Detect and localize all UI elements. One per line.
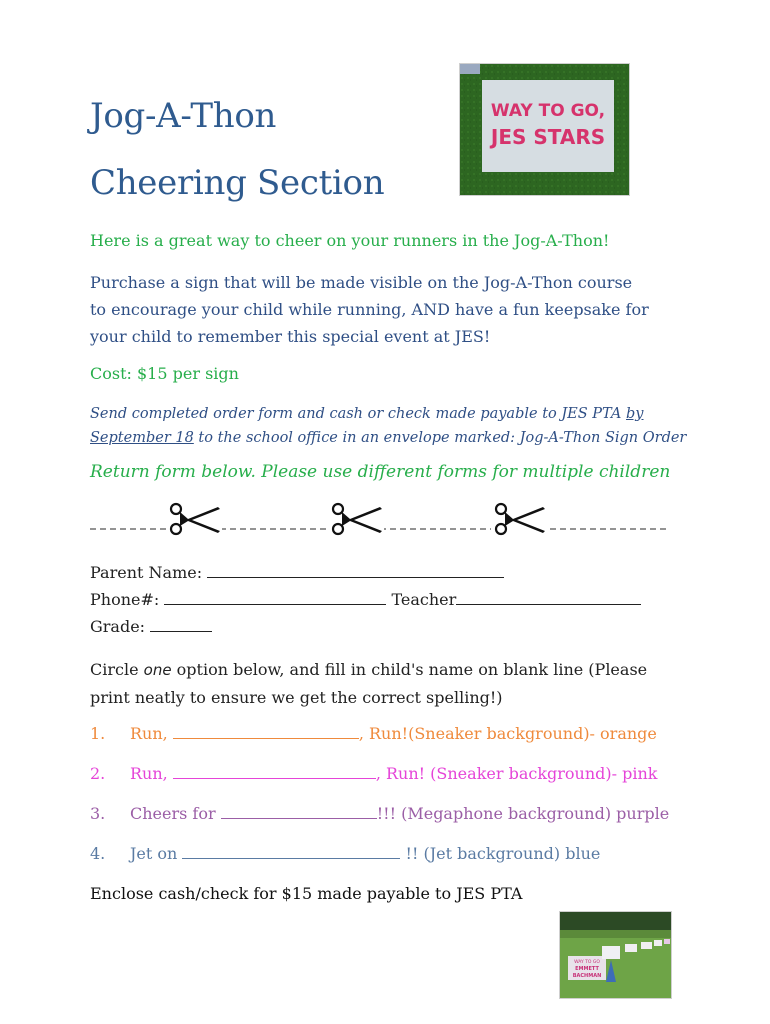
parent-name-label: Parent Name: bbox=[90, 563, 208, 582]
yard-sign-image bbox=[460, 64, 629, 195]
option-4[interactable] bbox=[90, 844, 600, 863]
instructions-text-line2: print neatly to ensure we get the correct spelling!) bbox=[90, 688, 503, 707]
instructions-emphasis: one bbox=[143, 661, 172, 679]
grade-label: Grade: bbox=[90, 617, 151, 636]
svg-text:WAY TO GO: WAY TO GO bbox=[574, 960, 600, 965]
page-title-line1: Jog-A-Thon bbox=[90, 96, 277, 136]
send-instructions bbox=[90, 402, 686, 450]
option-3[interactable] bbox=[90, 804, 669, 823]
option-text-after: !! (Jet background) blue bbox=[400, 844, 601, 863]
field-signs-photo bbox=[559, 911, 672, 999]
sign-text-line2: JES STARS bbox=[490, 125, 606, 149]
child-name-field[interactable] bbox=[182, 844, 400, 859]
instructions-text: option below, and fill in child's name on blank line (Please bbox=[171, 660, 648, 679]
cost-text: Cost: $15 per sign bbox=[90, 364, 239, 383]
circle-instructions bbox=[90, 656, 647, 711]
scissors-icon bbox=[328, 501, 384, 537]
return-note: Return form below. Please use different forms for multiple children bbox=[90, 462, 671, 482]
option-text-after: , Run!(Sneaker background)- orange bbox=[358, 724, 657, 743]
intro-paragraph-line: Purchase a sign that will be made visible on the Jog-A-Thon course bbox=[90, 273, 633, 292]
svg-text:EMMETT: EMMETT bbox=[575, 966, 599, 972]
grade-row bbox=[90, 617, 212, 636]
scissors-icon bbox=[166, 501, 222, 537]
cut-line bbox=[90, 497, 670, 537]
phone-field[interactable] bbox=[164, 590, 386, 605]
option-text-after: , Run! (Sneaker background)- pink bbox=[375, 764, 658, 783]
field-signs-image bbox=[560, 912, 671, 998]
child-name-field[interactable] bbox=[173, 764, 376, 779]
option-number: 4. bbox=[90, 844, 106, 863]
option-text-before: Run, bbox=[130, 724, 173, 743]
parent-name-row bbox=[90, 563, 504, 582]
child-name-field[interactable] bbox=[221, 804, 377, 819]
page-title-line2: Cheering Section bbox=[90, 163, 385, 203]
deadline-date: September 18 bbox=[90, 430, 194, 446]
option-number: 2. bbox=[90, 764, 106, 783]
scissors-icon bbox=[491, 501, 547, 537]
deadline-by: by bbox=[626, 406, 644, 422]
intro-tagline: Here is a great way to cheer on your runners in the Jog-A-Thon! bbox=[90, 231, 610, 250]
sign-photo-top bbox=[459, 63, 630, 196]
enclose-note: Enclose cash/check for $15 made payable to JES PTA bbox=[90, 884, 523, 903]
option-number: 1. bbox=[90, 724, 106, 743]
send-text-part1: Send completed order form and cash or check made payable to JES PTA bbox=[90, 406, 627, 422]
phone-label: Phone#: bbox=[90, 590, 165, 609]
send-text-part2: to the school office in an envelope marked: Jog-A-Thon Sign Order bbox=[193, 430, 687, 446]
intro-paragraph-line: to encourage your child while running, AND have a fun keepsake for bbox=[90, 300, 649, 319]
parent-name-field[interactable] bbox=[207, 563, 504, 578]
intro-paragraph-line: your child to remember this special event at JES! bbox=[90, 327, 491, 346]
phone-teacher-row bbox=[90, 590, 641, 609]
sign-text-line1: WAY TO GO, bbox=[490, 101, 606, 121]
option-number: 3. bbox=[90, 804, 106, 823]
svg-text:BACHMAN: BACHMAN bbox=[572, 973, 602, 979]
teacher-field[interactable] bbox=[456, 590, 641, 605]
option-text-before: Run, bbox=[130, 764, 173, 783]
option-text-before: Cheers for bbox=[130, 804, 221, 823]
instructions-text: Circle bbox=[90, 660, 144, 679]
intro-paragraph bbox=[90, 269, 649, 350]
child-name-field[interactable] bbox=[173, 724, 359, 739]
option-1[interactable] bbox=[90, 724, 657, 743]
option-text-after: !!! (Megaphone background) purple bbox=[376, 804, 670, 823]
option-text-before: Jet on bbox=[130, 844, 183, 863]
teacher-label: Teacher bbox=[386, 590, 457, 609]
grade-field[interactable] bbox=[150, 617, 212, 632]
option-2[interactable] bbox=[90, 764, 658, 783]
